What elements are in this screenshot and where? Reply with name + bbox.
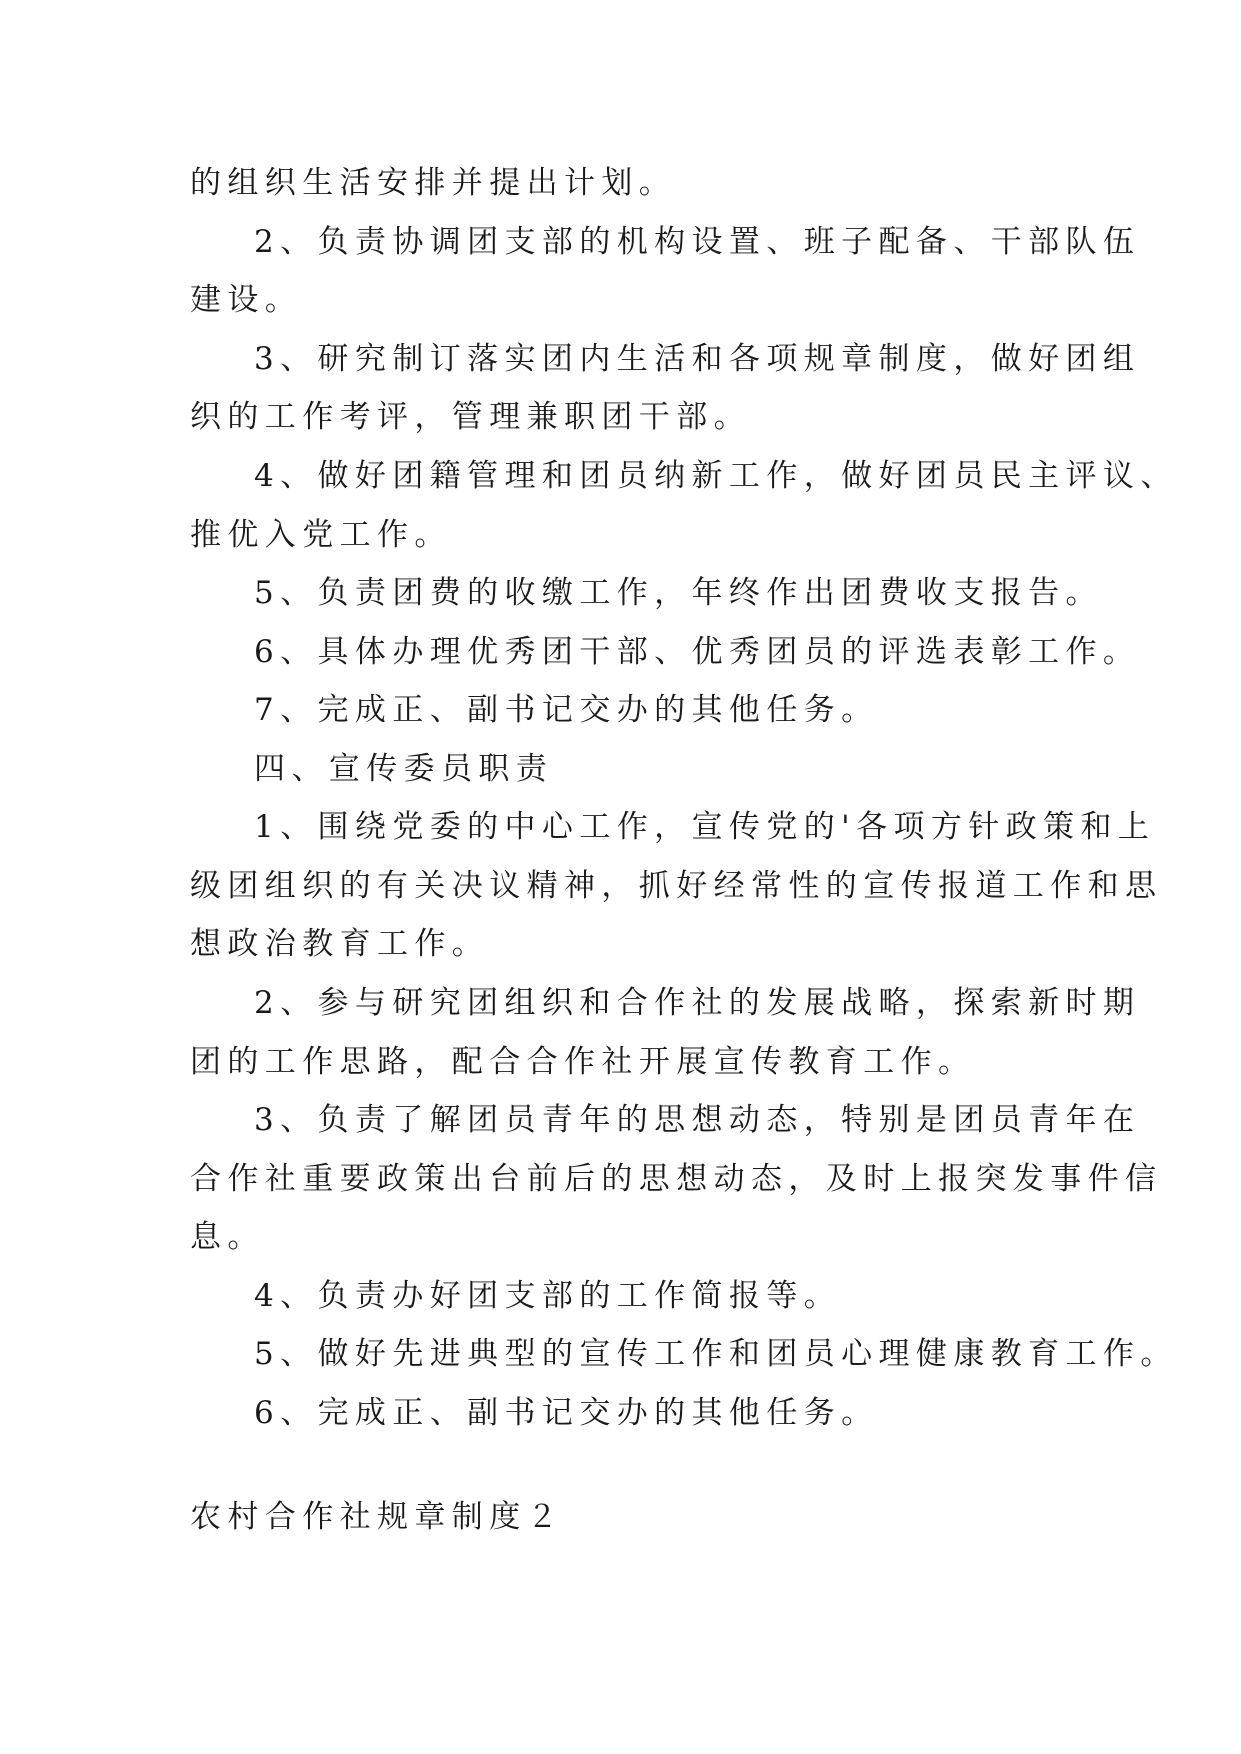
text-line: 5、做好先进典型的宣传工作和团员心理健康教育工作。 — [254, 1336, 1178, 1372]
text-line: 3、研究制订落实团内生活和各项规章制度，做好团组 — [254, 341, 1141, 377]
text-line: 的组织生活安排并提出计划。 — [190, 165, 677, 201]
text-line: 2、负责协调团支部的机构设置、班子配备、干部队伍 — [254, 224, 1141, 260]
text-line: 7、完成正、副书记交办的其他任务。 — [254, 692, 879, 728]
text-line: 1、围绕党委的中心工作，宣传党的'各项方针政策和上 — [254, 809, 1156, 845]
text-line: 想政治教育工作。 — [190, 926, 490, 962]
text-line: 建设。 — [190, 282, 303, 318]
text-line: 3、负责了解团员青年的思想动态，特别是团员青年在 — [254, 1102, 1141, 1138]
document-title: 农村合作社规章制度２ — [190, 1499, 564, 1535]
text-line: 6、具体办理优秀团干部、优秀团员的评选表彰工作。 — [254, 634, 1141, 670]
text-line: 息。 — [190, 1219, 265, 1255]
text-line: 织的工作考评，管理兼职团干部。 — [190, 399, 751, 435]
text-line: 2、参与研究团组织和合作社的发展战略，探索新时期 — [254, 985, 1141, 1021]
text-line: 推优入党工作。 — [190, 517, 452, 553]
section-heading: 四、宣传委员职责 — [254, 751, 554, 787]
text-line: 级团组织的有关决议精神，抓好经常性的宣传报道工作和思 — [190, 868, 1163, 904]
text-line: 6、完成正、副书记交办的其他任务。 — [254, 1395, 879, 1431]
text-line: 4、负责办好团支部的工作简报等。 — [254, 1278, 842, 1314]
text-line: 团的工作思路，配合合作社开展宣传教育工作。 — [190, 1044, 976, 1080]
text-line: 4、做好团籍管理和团员纳新工作，做好团员民主评议、 — [254, 458, 1178, 494]
text-line: 5、负责团费的收缴工作，年终作出团费收支报告。 — [254, 575, 1103, 611]
text-line: 合作社重要政策出台前后的思想动态，及时上报突发事件信 — [190, 1161, 1163, 1197]
